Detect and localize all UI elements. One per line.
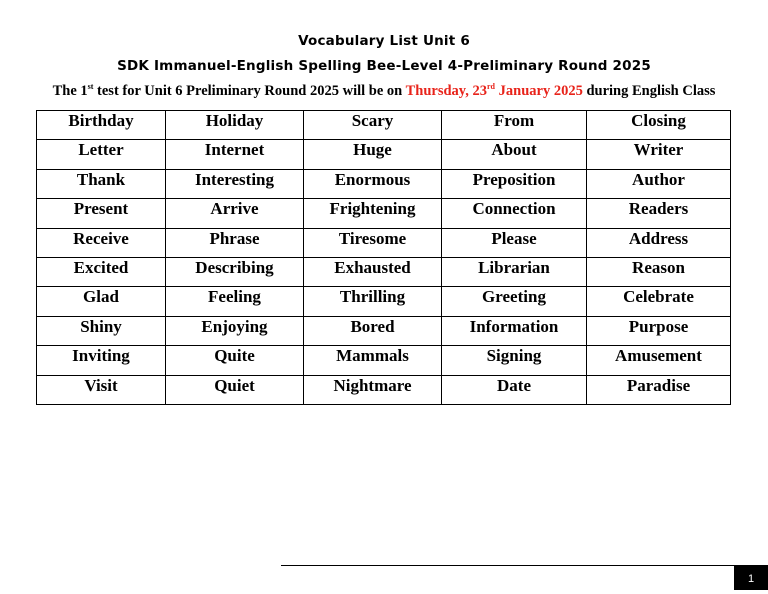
vocab-word-cell: Visit xyxy=(37,375,166,404)
vocab-word-cell: Feeling xyxy=(166,287,304,316)
vocab-word-cell: Internet xyxy=(166,140,304,169)
vocab-word-cell: Quiet xyxy=(166,375,304,404)
vocab-word-cell: Frightening xyxy=(304,199,442,228)
test-announcement xyxy=(0,83,768,100)
table-row xyxy=(37,375,731,404)
vocab-word-cell: Letter xyxy=(37,140,166,169)
vocab-word-cell: Mammals xyxy=(304,346,442,375)
vocab-word-cell: Excited xyxy=(37,257,166,286)
table-row xyxy=(37,228,731,257)
vocab-word-cell: Glad xyxy=(37,287,166,316)
vocab-word-cell: Writer xyxy=(587,140,731,169)
vocab-word-cell: Reason xyxy=(587,257,731,286)
test-text-prefix: The 1 xyxy=(52,83,88,99)
vocab-word-cell: Enjoying xyxy=(166,316,304,345)
vocab-word-cell: Greeting xyxy=(442,287,587,316)
ordinal-suffix: st xyxy=(87,82,94,91)
vocab-word-cell: Holiday xyxy=(166,111,304,140)
vocab-word-cell: Enormous xyxy=(304,169,442,198)
vocab-word-cell: Phrase xyxy=(166,228,304,257)
vocab-word-cell: Preposition xyxy=(442,169,587,198)
vocab-word-cell: From xyxy=(442,111,587,140)
vocab-word-cell: Bored xyxy=(304,316,442,345)
vocab-word-cell: Closing xyxy=(587,111,731,140)
vocab-word-cell: Shiny xyxy=(37,316,166,345)
vocab-word-cell: Readers xyxy=(587,199,731,228)
test-text-middle: test for Unit 6 Preliminary Round 2025 will be on xyxy=(93,83,406,99)
vocab-word-cell: Purpose xyxy=(587,316,731,345)
vocab-word-cell: Inviting xyxy=(37,346,166,375)
test-date xyxy=(406,83,583,99)
vocab-word-cell: Exhausted xyxy=(304,257,442,286)
table-row xyxy=(37,111,731,140)
table-row xyxy=(37,199,731,228)
vocabulary-table-body xyxy=(37,111,731,405)
vocab-word-cell: Connection xyxy=(442,199,587,228)
table-row xyxy=(37,169,731,198)
table-row xyxy=(37,346,731,375)
vocab-word-cell: Tiresome xyxy=(304,228,442,257)
vocabulary-table xyxy=(36,110,731,405)
vocab-word-cell: About xyxy=(442,140,587,169)
vocab-word-cell: Scary xyxy=(304,111,442,140)
document-subtitle: SDK Immanuel-English Spelling Bee-Level 4-Preliminary Round 2025 xyxy=(117,58,651,74)
test-date-month-year: January 2025 xyxy=(495,83,583,99)
vocab-word-cell: Author xyxy=(587,169,731,198)
footer-divider xyxy=(281,565,768,566)
vocab-word-cell: Amusement xyxy=(587,346,731,375)
test-date-day: Thursday, 23 xyxy=(405,83,487,99)
vocab-word-cell: Present xyxy=(37,199,166,228)
vocab-word-cell: Birthday xyxy=(37,111,166,140)
vocab-word-cell: Thank xyxy=(37,169,166,198)
vocab-word-cell: Paradise xyxy=(587,375,731,404)
vocab-word-cell: Nightmare xyxy=(304,375,442,404)
vocab-word-cell: Date xyxy=(442,375,587,404)
vocab-word-cell: Receive xyxy=(37,228,166,257)
page-number: 1 xyxy=(734,566,768,590)
vocab-word-cell: Arrive xyxy=(166,199,304,228)
vocab-word-cell: Quite xyxy=(166,346,304,375)
vocab-word-cell: Describing xyxy=(166,257,304,286)
table-row xyxy=(37,140,731,169)
vocab-word-cell: Thrilling xyxy=(304,287,442,316)
document-title: Vocabulary List Unit 6 xyxy=(298,33,470,49)
vocab-word-cell: Huge xyxy=(304,140,442,169)
vocab-word-cell: Librarian xyxy=(442,257,587,286)
table-row xyxy=(37,316,731,345)
vocab-word-cell: Signing xyxy=(442,346,587,375)
test-text-suffix: during English Class xyxy=(582,83,716,99)
date-ordinal-suffix: rd xyxy=(487,82,495,91)
vocab-word-cell: Please xyxy=(442,228,587,257)
table-row xyxy=(37,287,731,316)
table-row xyxy=(37,257,731,286)
vocab-word-cell: Celebrate xyxy=(587,287,731,316)
vocab-word-cell: Address xyxy=(587,228,731,257)
vocab-word-cell: Information xyxy=(442,316,587,345)
vocab-word-cell: Interesting xyxy=(166,169,304,198)
